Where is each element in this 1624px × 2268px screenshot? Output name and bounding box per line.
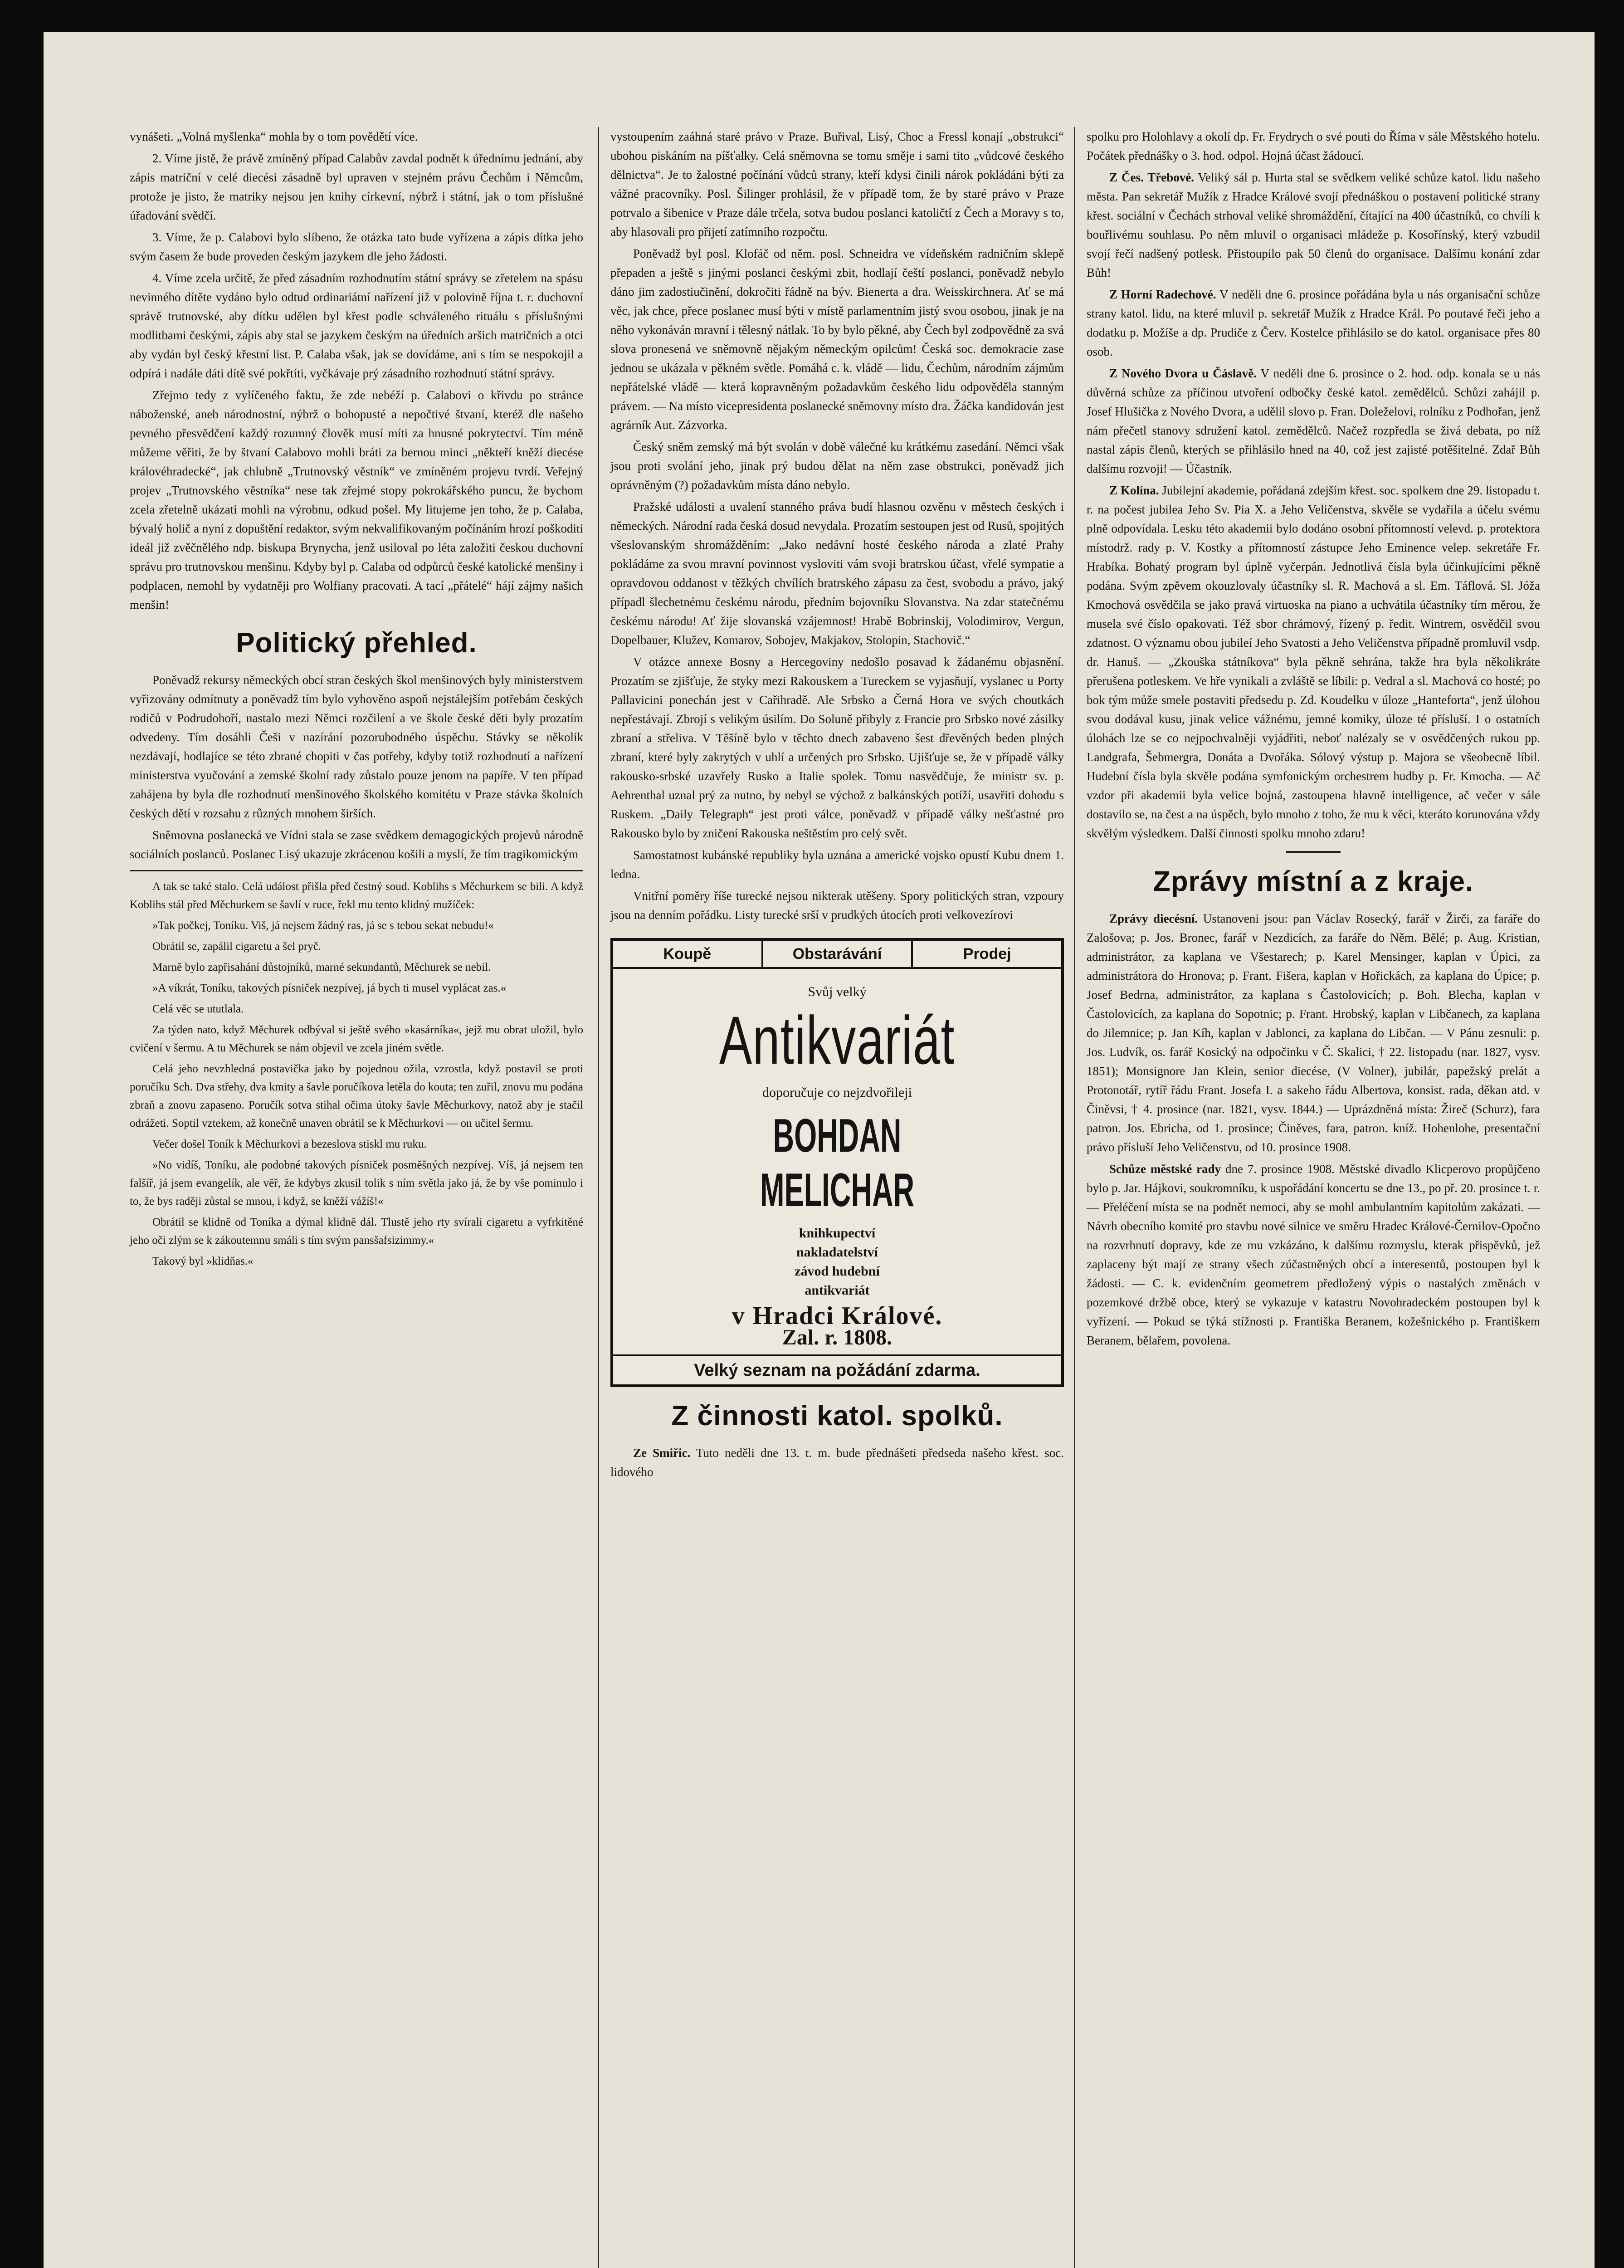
serial-paragraph: Takový byl »klidňas.« <box>152 1255 254 1267</box>
column-1 <box>130 127 583 1273</box>
paragraph: V neděli dne 6. prosince pořádána byla u nás organisační schůze strany katol. lidu, na které mluvil p. sekretář Mužík z Hradce Král. Po poutavé řeči jeho a dodatku p. Možíše a dp. Prudiče z Červ. Kostelce přihlásilo se do katol. organisace přes 80 osob. <box>1087 288 1540 358</box>
serial-paragraph: Obrátil se, zapálil cigaretu a šel pryč. <box>152 940 322 953</box>
serial-paragraph: Obrátil se klidně od Toníka a dýmal klidně dál. Tlustě jeho rty svírali cigaretu a vyfrkitěné jeho oči zlým se k zákoutemnu smáli s tím svým pansšafsizimmy.« <box>130 1216 583 1246</box>
serial-paragraph: Za týden nato, když Měchurek odbýval si ještě svého »kasárníka«, jejž mu obrat uložil, bylo cvičení v šermu. A tu Měchurek se nám objevil ve zcela jiném světle. <box>130 1024 583 1054</box>
section-heading-z-cinnosti: Z činnosti katol. spolků. <box>671 1400 1003 1432</box>
serial-paragraph: A tak se také stalo. Celá událost přišla před čestný soud. Koblihs s Měchurkem se bili. A když Koblihs stál před Měchurkem se šavlí v ruce, řekl mu tento klidný mužíček: <box>130 880 583 911</box>
paragraph: Sněmovna poslanecká ve Vídni stala se zase svědkem demagogických projevů národně sociálních poslanců. Poslanec Lisý ukazuje zkrácenou košili a myslí, že tím tragikomickým <box>130 828 583 861</box>
paragraph: 2. Víme jistě, že právě zmíněný případ Calabův zavdal podnět k úřednímu jednání, aby zápis matriční v celé diecési zásadně byl upraven v stejném právu Čechům i Němcům, protože je jisto, že matriky nejsou jen knihy církevní, nýbrž i státní, jak o tom příslušné úřadování svědčí. <box>130 152 583 222</box>
column-2 <box>610 127 1064 1484</box>
serial-paragraph: Večer došel Toník k Měchurkovi a bezeslova stiskl mu ruku. <box>152 1138 427 1150</box>
paragraph: Zřejmo tedy z vylíčeného faktu, že zde nebéží p. Calabovi o křivdu po stránce náboženské, aneb národnostní, nýbrž o bohopusté a nepočtivé štvaní, kteréž dle našeho pevného přesvědčení každý rozumný člověk musí míti za hnusné pokrytectví. Tím méně můžeme věřiti, že by štvaní Calabovo mohli bráti za bernou minci „někteří kněží diecése královéhradecké“, jak chlubně „Trutnovský věstník“ ve zmíněném projevu tvrdí. Veřejný projev „Trutnovského věstníka“ nese tak zřejmé stopy pokrokářského puncu, že bychom zcela zřetelně ukázati mohli na výrobnu, odkud pošel. My litujeme jen toho, že p. Calaba, bývalý holič a nyní z dopuštění redaktor, svým nekvalifikovaným počínáním hrozí poškoditi ideál již zvěčnělého ndp. biskupa Brynycha, jenž usiloval po léta založiti českou duchovní správu pro trutnovskou menšinu. Kdyby byl p. Calaba od odpůrců české katolické menšiny i podplacen, nemohl by vydatněji pro Wolfiany pracovati. A tací „přátelé“ hájí zájmy našich menšin! <box>130 388 583 611</box>
ad-tab-koupe: Koupě <box>613 941 763 967</box>
paragraph: Ustanoveni jsou: pan Václav Rosecký, farář v Žirči, za faráře do Zalošova; p. Jos. Bronec, farář v Nezdicích, za faráře do Něm. Bělé; p. Aug. Kristian, administrátor, za kaplana ve Všestarech; p. Karel Mensinger, kaplan v Úpici, za administrátora do Hronova; p. Frant. Fišera, kaplan v Hořickách, za kaplana do Úpice; p. Josef Bedrna, administrátor, za kaplana s Častolovicích; p. Boh. Blecha, kaplan v Častolovicích, za kaplana do Sopotnic; p. Frant. Hrobský, kaplan v Libčanech, za kaplana do Jilemnice; p. Jan Kíh, kaplan v Jablonci, za kaplana do Libčan. — V Pánu zesnuli: p. Jos. Ludvík, os. farář Kosický na odpočinku v Č. Skalici, † 22. listopadu (nar. 1827, vysv. 1851); Monsignore Jan Klein, senior diecése, (V Volner), jubilár, papežský prelát a Protonotář, rytíř řádu Frant. Josefa I. a sakeho řádu Albertova, konsist. rada, děkan atd. v Činěvsi, † 4. prosince (nar. 1821, vysv. 1844.) — Uprázdněná místa: Žireč (Schurz), fara patron. Jos. Ebricha, od 1. prosince; Činěves, fara, patron. kníž. Hohenlohe, presentační právo přísluší Jeho Veličenstvu, od 10. prosince 1908. <box>1087 912 1540 1154</box>
ad-tab-obstaravani: Obstarávání <box>763 941 913 967</box>
ad-line: doporučuje co nejzdvořileji <box>762 1085 912 1100</box>
paragraph: dne 7. prosince 1908. Městské divadlo Klicperovo propůjčeno bylo p. Jar. Hájkovi, soukromníku, k uspořádání koncertu se dne 13., po př. 20. prosince t. r. — Přeléčení místa se na podnět nemoci, aby se mohl ambulantním kapitolům zakázati. — Návrh obecního komité pro stavbu nové silnice ve směru Hradec Králové-Černilov-Opočno na rozvrhnutí dopravy, kde ze mu vzkázáno, k dalšímu rozmyslu, kterak přispěvků, jež zaplaceny být mají ze strany všech zúčastněných obcí a interesentů, postoupen byl k žádosti. — C. k. evidenčním geometrem předložený výpis o nastalých změnách v pozemkové držbě obce, který se vykazuje v katastru Novohradeckém postoupen byl k vyřízení. — Pokud se týká stížnosti p. Františka Beranem, kožešnického p. Františkem Beranem, bělařem, povolena. <box>1087 1162 1541 1347</box>
paragraph: Pražské události a uvalení stanného práva budí hlasnou ozvěnu v městech českých i německých. Národní rada česká dosud nevydala. Prozatím sestoupen jest od Rusů, spojitých všeslovanským shromážděním: „Jako nedávní hosté českého národa a zlaté Prahy pokládáme za svou mravní povinnost vysloviti vám svoji bratrskou účast, vřelé sympatie a opravdovou oddanost v těžkých chvílích bratrského zápasu za čest, svobodu a právo, jaký případl šlechetnému českému národu, předním bojovníku Slovanstva. Na zdar statečnému českému národu! Ať žije slovanská vzájemnost! Hrabě Bobrinskij, Volodimirov, Vergun, Dopelbauer, Klužev, Komarov, Sobojev, Makjakov, Stolopin, Stachovič.“ <box>610 500 1064 647</box>
ad-headline: Antikvariát <box>719 1002 956 1078</box>
newspaper-page <box>44 32 1595 2268</box>
ad-founded: Zal. r. 1808. <box>782 1325 892 1349</box>
paragraph: 4. Víme zcela určitě, že před zásadním rozhodnutím státní správy se zřetelem na spásu nevinného dítěte vydáno bylo odtud ordinariátní nařízení již v polovině října t. r. duchovní správě trutnovské, aby dítku udělen byl křest podle schváleného rituálu s příslušnými modlitbami českými, zápis aby stal se jazykem českým na úředních aršich matričních a otci aby vydán byl český křestní list. P. Calaba však, jak se dovídáme, ani s tím se nespokojil a odpírá i nadále dáti dítě své pokřtíti, vyčkávaje prý zásadního rozhodnutí státní správy. <box>130 271 583 380</box>
paragraph: Jubilejní akademie, pořádaná zdejším křest. soc. spolkem dne 29. listopadu t. r. na počest jubilea Jeho Sv. Pia X. a Jeho Veličenstva, skvěle se vydařila a účelu svému plně odpovídala. Lesku této akademii bylo dodáno osobní přítomností velevd. p. protektora místodrž. rady p. V. Kostky a přítomností zástupce Jeho Eminence velep. sekretáře Fr. Hrabíka. Bohatý program byl úplně vyčerpán. Jednotlivá čísla byla účinkujícími pěkně podána. Svým zpěvem okouzlovaly účastníky sl. R. Machová a sl. Em. Táflová. Sl. Jóža Kmochová osvědčila se jako pravá virtuoska na piano a uchvátila účastníky tím měrou, že musela své číslo opakovati. Též sbor chrámový, řízený p. ředit. Wintrem, osvědčil svou zdatnost. O významu obou jubileí Jeho Svatosti a Jeho Veličenstva případně promluvil vsdp. dr. Hanuš. — „Zkouška státníkova“ byla pěkně sehrána, takže hra byla několikráte přerušena potleskem. Ve hře vynikali a zvláště se líbili: p. Vedral a sl. Machová co hosté; po bok tým může smele postaviti předsedu p. Zd. Koudelku v úloze „Hanteforta“, jenž úlohou svou dodával kusu, jinak velice vážnému, jemné komiky, úloze té přísluší. I o ostatních úlohách lze se co nejpochvalněji vyjádřiti, neboť nalézaly se v osvědčených rukou pp. Landgrafa, Šebmergra, Donáta a Dvořáka. Sólový výstup p. Majora se všeobecně líbil. Hudební čísla byla skvěle podána symfonickým orchestrem hudby p. Fr. Kmocha. — Ač vzdor při akademii byla velice bojná, zastoupena hlavně intelligence, ač večer v sále dostavilo se, na čest a na úspěch, bylo mnoho z toho, že mu k věci, kteráto korunována vždy skvělým výsledkem. Další činnosti spolku mnoho zdaru! <box>1087 484 1541 840</box>
section-heading-zpravy-mistni: Zprávy místní a z kraje. <box>1153 866 1474 897</box>
report-place: Z Nového Dvora u Čáslavě. <box>1109 367 1257 380</box>
paragraph: vystoupením zaáhná staré právo v Praze. Buřival, Lisý, Choc a Fressl konají „obstrukci“ ubohou piskáním na píšťalky. Celá sněmovna se tomu směje i sami tito „vůdcové českého dělnictva“. Je to žalostné počínání vůdců strany, kteří kdysi činili nárok pokládáni býti za vážné pracovníky. Posl. Šilinger prohlásil, že v případě tom, že by staré právo v Praze potrvalo a šibenice v Praze dále trčela, sotva budou poslanci katoličtí z Čech a Moravy s to, aby hlasovali pro přijetí zatímního rozpočtu. <box>610 130 1064 239</box>
section-divider <box>1286 851 1341 853</box>
paragraph: Český sněm zemský má být svolán v době válečné ku krátkému zasedání. Němci však jsou proti svolání jeho, jinak prý budou dělat na něm zase obstrukci, poněvadž jich oprávněným (?) požadavkům místa dáno nebylo. <box>610 440 1064 492</box>
paragraph: Poněvadž rekursy německých obcí stran českých škol menšinových byly ministerstvem vyřizovány odmítnuty a poněvadž tím bylo vyhověno aspoň nejstálejším potřebám českých rodičů v Podrudohoří, nastalo mezi Němci rozčilení a ve škole české děti byly prozatím odvedeny. Tím dosáhli Češi v nazírání pozorubodného úspěchu. Stávky se několik nezdávají, hodlajíce se této zbrané chopiti v čas potřeby, kdyby totiž rozhodnutí a nařízení ministerstva vyučování a zemské školní rady zůstalo pouze jenom na papíře. V ten případ zahájena by byla dle rozhodnutí menšinového školského komitétu v Praze stávka školních českých dětí v rozsahu z různých mnohem širších. <box>130 673 583 820</box>
serial-paragraph: »A víkrát, Toníku, takových písniček nezpívej, já bych ti musel vyplácat zas.« <box>152 982 507 994</box>
ad-line: závod hudební <box>795 1264 880 1279</box>
serial-paragraph: Celá jeho nevzhledná postavička jako by pojednou ožila, vzrostla, když postavil se proti poručíku Sch. Dva střehy, dva kmity a šavle poručíkova letěla do kouta; ten zuřil, znovu mu podána zbraň a znovu zapaseno. Poručík sotva stihal očima útoky šavle Měchurkovy, natož aby je stačil odrážeti. Soptil vztekem, až konečně unaven obrátil se k Měchurkovi — on učitel šermu. <box>130 1063 583 1129</box>
ad-company-name: BOHDAN MELICHAR <box>760 1110 915 1217</box>
paragraph: vynášeti. „Volná myšlenka“ mohla by o tom povědětí více. <box>130 130 418 143</box>
ad-line: Svůj velký <box>808 984 867 999</box>
paragraph: V otázce annexe Bosny a Hercegoviny nedošlo posavad k žádanému objasnění. Prozatím se zjišťuje, že styky mezi Rakouskem a Tureckem se vyjasňují, vyslanec u Porty Pallavicini ponechán jest v Cařihradě. Ale Srbsko a Černá Hora ve svých choutkách nepřestávají. Zbrojí s velikým úsilím. Do Soluně přibyly z Francie pro Srbsko nové zásilky zbraní a střeliva. V Těšíně bylo v těchto dnech zabaveno šest dřevěných beden plných zbraní, které byly zakrytých v uhlí a určených pro Srbsko. Ujišťuje se, že v případě války rakousko-srbské uzavřely Rusko a Italie spolek. Tomu nasvědčuje, že ministr sv. p. Aehrenthal uznal prý za nutno, by nebyl se výchož z balkánských potíží, usavřiti dohodu s Ruskem. „Daily Telegraph“ jest proti válce, poněvadž v případě války nešťastné pro Rakousko bylo by zničení Rakouska neštěstím pro celý svět. <box>610 655 1064 840</box>
report-place: Z Kolína. <box>1109 484 1159 497</box>
serial-paragraph: »No vidíš, Toníku, ale podobné takových písniček posměšných nezpívej. Víš, já nejsem ten falšíř, já jsem evangelík, ale věř, že kdybys zkusil tolik s ním světla jako já, že by vše pominulo i to, že bys raději zůstal se mnou, i když, se kněží vážíš!« <box>130 1159 583 1207</box>
antikvariat-advertisement <box>610 938 1064 1387</box>
paragraph: V neděli dne 6. prosince o 2. hod. odp. konala se u nás důvěrná schůze za příčinou utvoření odbočky české katol. zemědělců. Schůzi zahájil p. Josef Hlušička z Nového Dvora, a udělil slovo p. Fran. Doleželovi, rolníku z Podhořan, jenž nám přečetl stanovy sdružení katol. zemědělců. Načež rozpředla se živá debata, po níž nastal zápis členů, kterých se přihlásilo hned na 40, což jest zajisté potěšitelné. Zdař Bůh dalšímu rozvoji! — Účastník. <box>1087 367 1540 475</box>
ad-city: v Hradci Králové. <box>732 1302 943 1330</box>
section-heading-politicky-prehled: Politický přehled. <box>236 627 477 659</box>
ad-tabs <box>613 941 1061 969</box>
report-place: Z Horní Radechové. <box>1109 288 1216 301</box>
column-3 <box>1087 127 1540 1353</box>
ad-footer: Velký seznam na požádání zdarma. <box>613 1354 1061 1384</box>
serial-paragraph: Marně bylo zapřisahání důstojníků, marné sekundantů, Měchurek se nebil. <box>152 961 491 973</box>
ad-line: nakladatelství <box>796 1245 878 1260</box>
report-place: Z Čes. Třebové. <box>1109 171 1195 184</box>
paragraph: Tuto neděli dne 13. t. m. bude přednášeti předseda našeho křest. soc. lidového <box>610 1446 1064 1479</box>
report-place: Ze Smiřic. <box>633 1446 691 1460</box>
paragraph: Poněvadž byl posl. Klofáč od něm. posl. Schneidra ve vídeňském radničním sklepě přepaden a ještě s jinými poslanci českými zbit, hodlají čeští poslanci, poněvadž nebylo dáno jim zadostiučinění, dokročiti řádně na býv. Bienerta a dra. Weisskirchnera. Ať se má věc, jak chce, přece poslanec musí býti v místě parlamentním jistý svou osobou, jinak je na něho vykonáván mravní i tělesný nátlak. To by bylo pěkné, aby Čech byl zodpovědně za svá slova pronesená ve sněmovně nějakým německým opilcům! Česká soc. demokracie zase jednou se ukázala v pěkném světle. Pomáhá c. k. vládě — lidu, Čechům, národním zájmům nepřátelské vládě — která kopravněným požadavkům českého lidu odpověděla stanným právem. — Na místo vicepresidenta poslanecké sněmovny místo dra. Žáčka kandidován jest agrárník Aut. Zázvorka. <box>610 247 1064 432</box>
serial-paragraph: Celá věc se ututlala. <box>152 1003 244 1015</box>
paragraph: Samostatnost kubánské republiky byla uznána a americké vojsko opustí Kubu dnem 1. ledna. <box>610 848 1064 881</box>
ad-tab-prodej: Prodej <box>963 945 1011 963</box>
report-place: Schůze městské rady <box>1109 1162 1221 1176</box>
paragraph: Veliký sál p. Hurta stal se svědkem veliké schůze katol. lidu našeho města. Pan sekretář Mužík z Hradce Králové svojí přednáškou o postavení politické strany křest. sociální v Čechách strhoval veliké shromáždění, čítající na 400 účastníků, co chvíli k bouřlivému souhlasu. Po něm mluvil o organisaci mládeže p. Kosořínský, který vzbudil svojí řečí nadšený potlesk. Přistoupilo pak 50 členů do organisace. Dalšímu konání zdar Bůh! <box>1087 171 1540 279</box>
ad-line: antikvariát <box>805 1283 870 1298</box>
serial-divider <box>130 870 583 871</box>
column-rule-1 <box>598 127 599 2268</box>
paragraph: spolku pro Holohlavy a okolí dp. Fr. Frydrych o své pouti do Říma v sále Městského hotelu. Počátek přednášky o 3. hod. odpol. Hojná účast žádoucí. <box>1087 130 1540 162</box>
ad-line: knihkupectví <box>799 1226 876 1241</box>
serial-story <box>130 878 583 1271</box>
report-place: Zprávy diecésní. <box>1109 912 1198 925</box>
paragraph: Vnitřní poměry říše turecké nejsou nikterak utěšeny. Spory politických stran, vzpoury jsou na denním pořádku. Listy turecké srší v prudkých útocích proti velkovezírovi <box>610 889 1064 922</box>
paragraph: 3. Víme, že p. Calabovi bylo slíbeno, že otázka tato bude vyřízena a zápis dítka jeho svým časem že bude proveden českým jazykem dle jeho žádosti. <box>130 230 583 263</box>
serial-paragraph: »Tak počkej, Toníku. Viš, já nejsem žádný ras, já se s tebou sekat nebudu!« <box>152 919 494 932</box>
column-rule-2 <box>1074 127 1075 2268</box>
